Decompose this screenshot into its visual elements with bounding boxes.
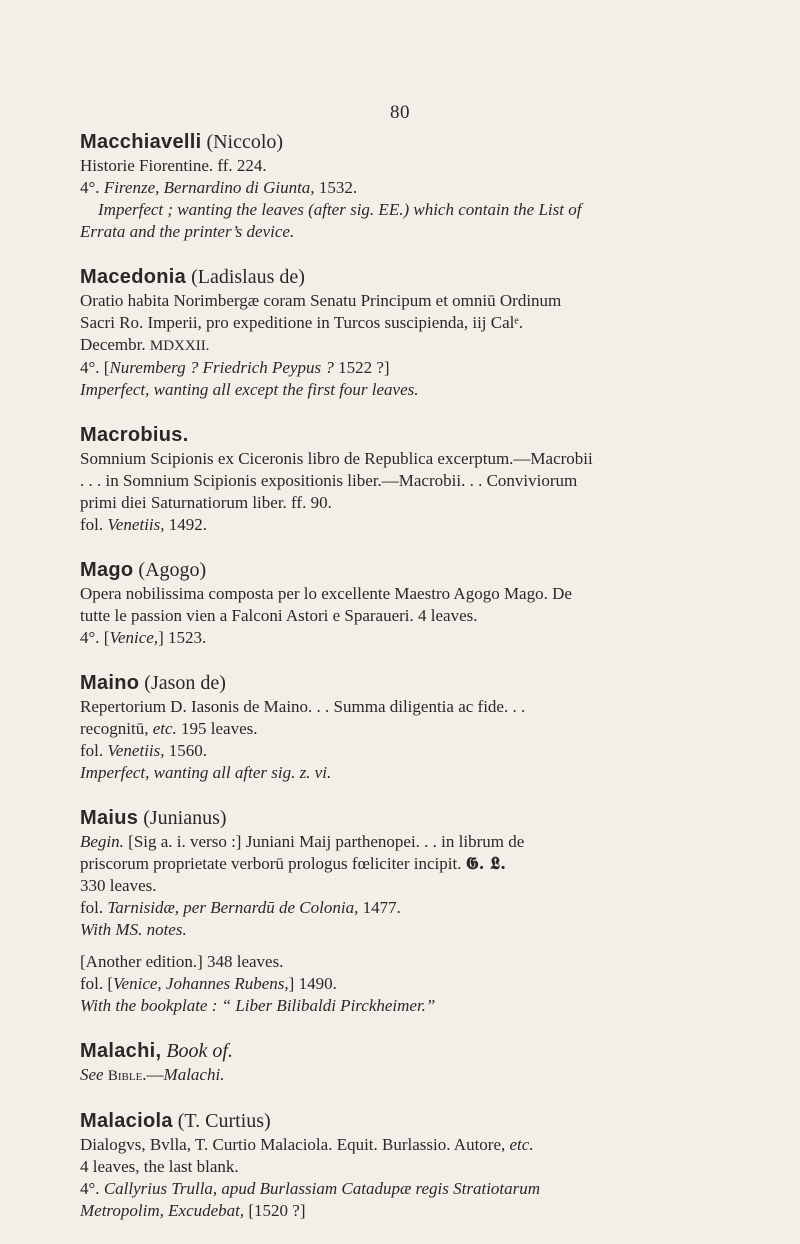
entry-line [80,334,760,357]
text-segment: fol. [80,515,108,534]
text-segment: Metropolim, Excudebat, [80,1201,245,1220]
entry-heading [80,130,760,155]
entry-line [80,919,760,941]
text-segment: 1492. [164,515,208,534]
entry-qualifier: (Niccolo) [201,131,284,153]
text-segment: 1522 ?] [333,358,390,377]
text-segment: 195 leaves. [176,719,258,738]
text-segment: fol. [ [80,974,114,993]
entry-line [80,831,760,853]
text-segment: Imperfect, wanting all except the first four leaves. [80,380,419,399]
text-segment: ] 1490. [288,974,337,993]
text-segment: 1532. [314,178,358,197]
text-segment: 4°. [80,1179,104,1198]
catalogue-entry [80,1039,760,1087]
entry-line [80,853,760,875]
text-segment: Repertorium D. Iasonis de Maino. . . Summa diligentia ac fide. . . [80,697,526,716]
entry-name: Malachi, [80,1040,162,1062]
text-segment: Sacri Ro. Imperii, pro expeditione in Turcos suscipienda, iij Calᵉ. [80,313,523,332]
catalogue-entry [80,423,760,536]
text-segment: Errata and the printer’s device. [80,222,295,241]
catalogue-entry [80,130,760,243]
entry-line [80,762,760,784]
text-segment: Oratio habita Norimbergæ coram Senatu Principum et omniū Ordinum [80,291,562,310]
text-segment: Somnium Scipionis ex Ciceronis libro de Republica excerptum.—Macrobii [80,449,593,468]
entry-qualifier: (Agogo) [133,559,207,581]
text-segment: tutte le passion vien a Falconi Astori e Sparaueri. 4 leaves. [80,606,478,625]
entry-heading [80,265,760,290]
text-segment: Tarnisidæ, per Bernardū de Colonia, [107,898,359,917]
entry-line [80,696,760,718]
entry-name: Macrobius. [80,424,189,446]
text-segment: Callyrius Trulla, apud Burlassiam Catadupæ regis Stratiotarum [103,1179,541,1198]
entry-name: Macchiavelli [80,131,202,153]
entry-line [80,973,760,995]
text-segment: 𝕲. 𝕷. [465,854,507,874]
text-segment: 4°. [80,178,104,197]
catalogue-entries [80,130,760,1244]
entry-heading [80,1109,760,1134]
entry-line [80,177,760,199]
entry-line [80,221,760,243]
text-segment: 4°. [ [80,628,110,647]
entry-qualifier: (Jason de) [139,672,226,694]
text-segment: . . . in Somnium Scipionis expositionis liber.—Macrobii. . . Conviviorum [80,471,578,490]
entry-line [80,897,760,919]
text-segment: Venice, [109,628,159,647]
entry-heading [80,558,760,583]
entry-heading [80,671,760,696]
text-segment: [Another edition.] 348 leaves. [80,952,284,971]
text-segment: ] 1523. [158,628,207,647]
text-segment: recognitū, [80,719,153,738]
entry-name: Maino [80,672,140,694]
text-segment: Venice, Johannes Rubens, [113,974,289,993]
entry-heading [80,806,760,831]
catalogue-entry [80,558,760,649]
entry-line [80,1134,760,1156]
text-segment: 1560. [164,741,208,760]
text-segment: priscorum proprietate verborū prologus fœliciter incipit. [80,854,466,873]
text-segment: MDXXII. [149,338,210,354]
catalogue-entry [80,671,760,784]
text-segment: See [80,1065,104,1084]
entry-line [80,740,760,762]
entry-name: Malaciola [80,1110,173,1132]
text-segment: Firenze, Bernardino di Giunta, [103,178,315,197]
text-segment: Bible [107,1068,143,1084]
text-segment: Dialogvs, Bvlla, T. Curtio Malaciola. Equit. Burlassio. Autore, [80,1135,510,1154]
text-segment: With the bookplate : “ Liber Bilibaldi Pirckheimer.” [80,996,436,1015]
text-segment: .— [142,1065,164,1084]
text-segment: Imperfect ; wanting the leaves (after sig. EE.) which contain the List of [98,200,582,219]
entry-line [80,951,760,973]
entry-line [80,583,760,605]
text-segment: Venetiis, [107,741,165,760]
entry-line [80,995,760,1017]
entry-line [80,492,760,514]
text-segment: fol. [80,898,108,917]
entry-line [80,1178,760,1200]
text-segment: [1520 ?] [244,1201,306,1220]
text-segment: Historie Fiorentine. ff. 224. [80,156,267,175]
text-segment: With MS. notes. [80,920,187,939]
entry-line [80,470,760,492]
entry-line [80,718,760,740]
catalogue-entry [80,806,760,1017]
entry-line [80,312,760,334]
entry-qualifier-italic: Book of. [166,1040,233,1062]
text-segment: primi diei Saturnatiorum liber. ff. 90. [80,493,332,512]
text-segment: 4°. [ [80,358,110,377]
entry-line [80,290,760,312]
entry-line [80,379,760,401]
text-segment: Nuremberg ? Friedrich Peypus ? [109,358,334,377]
page-number: 80 [390,102,410,123]
catalogue-entry [80,1109,760,1222]
catalogue-entry [80,265,760,401]
text-segment: Opera nobilissima composta per lo excellente Maestro Agogo Mago. De [80,584,572,603]
entry-heading [80,1039,760,1064]
entry-name: Mago [80,559,134,581]
entry-heading [80,423,760,448]
text-segment: Venetiis, [107,515,165,534]
entry-line [80,1064,760,1087]
entry-line [80,514,760,536]
text-segment: Begin. [80,832,124,851]
entry-line [80,357,760,379]
text-segment: 4 leaves, the last blank. [80,1157,239,1176]
entry-line [80,448,760,470]
entry-name: Macedonia [80,266,187,288]
entry-line [80,1156,760,1178]
entry-qualifier: (T. Curtius) [172,1110,271,1132]
entry-qualifier: (Ladislaus de) [186,266,305,288]
entry-line [80,155,760,177]
entry-line [80,199,760,221]
text-segment: 330 leaves. [80,876,157,895]
text-segment: etc. [152,719,177,738]
entry-line [80,605,760,627]
text-segment: 1477. [358,898,401,917]
text-segment: fol. [80,741,108,760]
text-segment: Imperfect, wanting all after sig. z. vi. [80,763,332,782]
entry-line [80,627,760,649]
entry-qualifier: (Junianus) [138,807,227,829]
text-segment: Malachi. [163,1065,225,1084]
text-segment: Decembr. [80,335,150,354]
text-segment: etc. [509,1135,534,1154]
entry-line [80,875,760,897]
text-segment: [Sig a. i. verso :] Juniani Maij parthenopei. . . in librum de [123,832,525,851]
entry-name: Maius [80,807,139,829]
entry-line [80,1200,760,1222]
